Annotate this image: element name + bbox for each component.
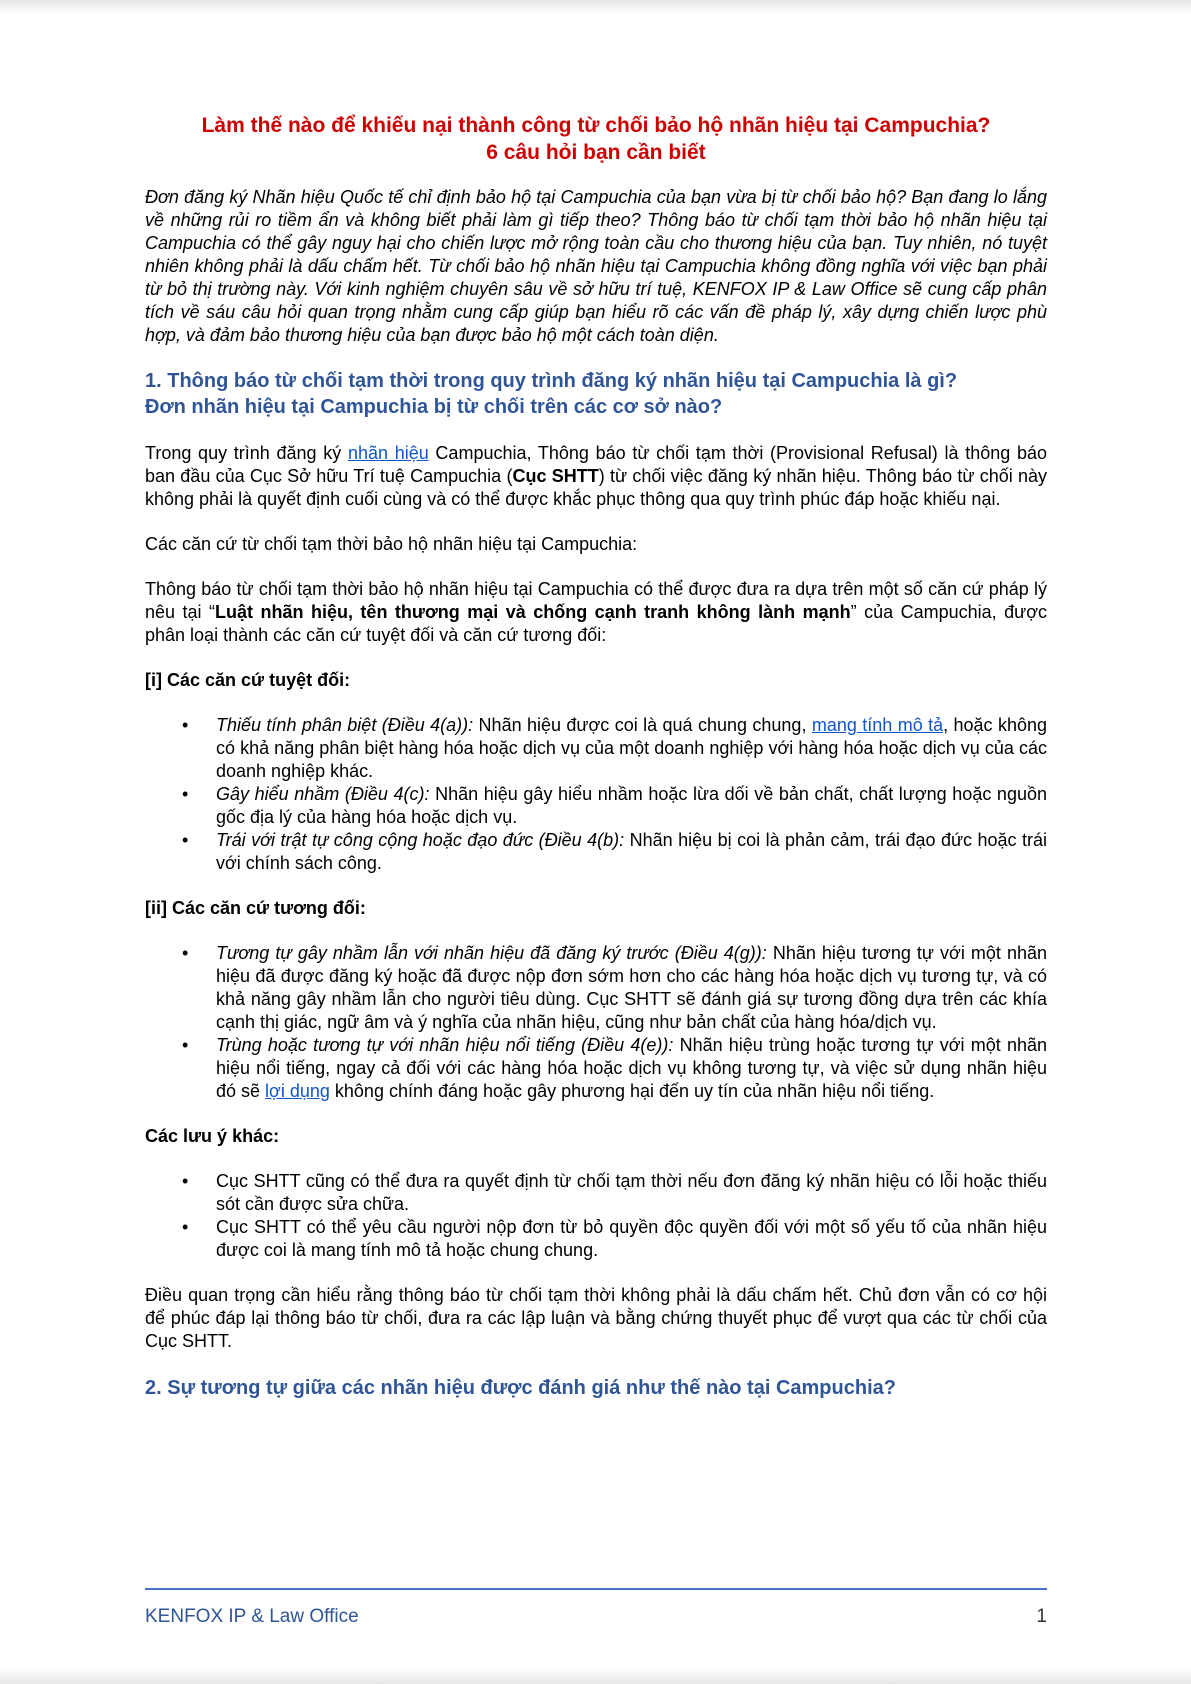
bullet: • <box>182 784 189 804</box>
list-item <box>145 1170 1047 1216</box>
footer-company: KENFOX IP & Law Office <box>145 1606 359 1627</box>
list-item <box>145 714 1047 783</box>
paragraph-grounds-intro: Các căn cứ từ chối tạm thời bảo hộ nhãn hiệu tại Campuchia: <box>145 534 638 554</box>
list-item <box>145 783 1047 829</box>
list-item <box>145 1034 1047 1103</box>
ground-title: Tương tự gây nhầm lẫn với nhãn hiệu đã đăng ký trước (Điều 4(g)): <box>216 943 767 963</box>
document-body <box>145 112 1047 1401</box>
footer-divider <box>145 1588 1047 1590</box>
text-segment: Nhãn hiệu tương tự với một nhãn hiệu đã được đăng ký hoặc đã được nộp đơn sớm hơn cho các hàng hóa hoặc dịch vụ tương tự, và có khả năng gây nhầm lẫn cho người tiêu dùng. Cục SHTT sẽ đánh giá sự tương đồng dựa trên các khía cạnh thị giác, ngữ âm và ý nghĩa của nhãn hiệu, cũng như bản chất của hàng hóa/dịch vụ. <box>216 943 1047 1032</box>
ground-title: Trái với trật tự công cộng hoặc đạo đức (Điều 4(b): <box>216 830 625 850</box>
list-item <box>145 942 1047 1034</box>
relative-grounds-list <box>145 942 1047 1103</box>
other-notes-list <box>145 1170 1047 1262</box>
ground-title: Trùng hoặc tương tự với nhãn hiệu nổi tiếng (Điều 4(e)): <box>216 1035 674 1055</box>
ground-title: Thiếu tính phân biệt (Điều 4(a)): <box>216 715 474 735</box>
absolute-grounds-heading: [i] Các căn cứ tuyệt đối: <box>145 670 351 690</box>
other-notes-heading: Các lưu ý khác: <box>145 1126 280 1146</box>
link-nhan-hieu[interactable]: nhãn hiệu <box>347 443 429 463</box>
list-item <box>145 1216 1047 1262</box>
bullet: • <box>182 1035 189 1055</box>
text-segment: Campuchia, Thông báo từ chối tạm thời (Provisional Refusal) là thông báo ban đầu của Cục Sở hữu Trí tuệ Campuchia ( <box>145 443 1047 486</box>
text-segment: Nhãn hiệu gây hiểu nhầm hoặc lừa dối về bản chất, chất lượng hoặc nguồn gốc địa lý của hàng hóa hoặc dịch vụ. <box>216 784 1047 827</box>
text-segment: ” của Campuchia, được phân loại thành các căn cứ tuyệt đối và căn cứ tương đối: <box>145 602 1047 645</box>
bullet: • <box>182 943 189 963</box>
ground-title: Gây hiểu nhầm (Điều 4(c): <box>216 784 430 804</box>
text-segment: Trong quy trình đăng ký <box>145 443 348 463</box>
bold-term: Cục SHTT <box>512 466 599 486</box>
page-top-shadow <box>0 0 1191 14</box>
link-mang-tinh-mo-ta[interactable]: mang tính mô tả <box>811 715 944 735</box>
paragraph-legal-basis <box>145 578 1047 647</box>
text-segment: Cục SHTT có thể yêu cầu người nộp đơn từ bỏ quyền độc quyền đối với một số yếu tố của nhãn hiệu được coi là mang tính mô tả hoặc chung chung. <box>216 1217 1047 1260</box>
bullet: • <box>182 1171 189 1191</box>
page-number: 1 <box>1036 1606 1047 1627</box>
text-segment: Cục SHTT cũng có thể đưa ra quyết định từ chối tạm thời nếu đơn đăng ký nhãn hiệu có lỗi hoặc thiếu sót cần được sửa chữa. <box>216 1171 1047 1214</box>
text-segment: không chính đáng hoặc gây phương hại đến uy tín của nhãn hiệu nổi tiếng. <box>329 1081 935 1101</box>
section-1-heading-line-1: 1. Thông báo từ chối tạm thời trong quy trình đăng ký nhãn hiệu tại Campuchia là gì? <box>145 370 958 392</box>
link-loi-dung[interactable]: lợi dụng <box>265 1081 330 1101</box>
absolute-grounds-list <box>145 714 1047 875</box>
intro-paragraph: Đơn đăng ký Nhãn hiệu Quốc tế chỉ định bảo hộ tại Campuchia của bạn vừa bị từ chối bảo hộ? Bạn đang lo lắng về những rủi ro tiềm ẩn và không biết phải làm gì tiếp theo? Thông báo từ chối tạm thời bảo hộ nhãn hiệu tại Campuchia có thể gây nguy hại cho chiến lược mở rộng toàn cầu cho thương hiệu của bạn. Tuy nhiên, nó tuyệt nhiên không phải là dấu chấm hết. Từ chối bảo hộ nhãn hiệu tại Campuchia không đồng nghĩa với việc bạn phải từ bỏ thị trường này. Với kinh nghiệm chuyên sâu về sở hữu trí tuệ, KENFOX IP & Law Office sẽ cung cấp phân tích về sáu câu hỏi quan trọng nhằm cung cấp giúp bạn hiểu rõ các vấn đề pháp lý, xây dựng chiến lược phù hợp, và đảm bảo thương hiệu của bạn được bảo hộ một cách toàn diện. <box>145 187 1047 345</box>
text-segment: Nhãn hiệu bị coi là phản cảm, trái đạo đức hoặc trái với chính sách công. <box>216 830 1047 873</box>
relative-grounds-heading: [ii] Các căn cứ tương đối: <box>145 898 366 918</box>
text-segment: Nhãn hiệu trùng hoặc tương tự với một nhãn hiệu nổi tiếng, ngay cả đối với các hàng hóa hoặc dịch vụ không tương tự, và việc sử dụng nhãn hiệu đó sẽ <box>216 1035 1047 1101</box>
law-name: Luật nhãn hiệu, tên thương mại và chống cạnh tranh không lành mạnh <box>215 602 851 622</box>
title-line-1: Làm thế nào để khiếu nại thành công từ chối bảo hộ nhãn hiệu tại Campuchia? <box>201 114 991 137</box>
paragraph-definition <box>145 442 1047 511</box>
list-item <box>145 829 1047 875</box>
closing-paragraph: Điều quan trọng cần hiểu rằng thông báo từ chối tạm thời không phải là dấu chấm hết. Chủ đơn vẫn có cơ hội để phúc đáp lại thông báo từ chối, đưa ra các lập luận và bằng chứng thuyết phục để vượt qua các từ chối của Cục SHTT. <box>145 1285 1047 1351</box>
section-1-heading-line-2: Đơn nhãn hiệu tại Campuchia bị từ chối trên các cơ sở nào? <box>145 396 723 418</box>
text-segment: , hoặc không có khả năng phân biệt hàng hóa hoặc dịch vụ của một doanh nghiệp với hàng hóa hoặc dịch vụ của các doanh nghiệp khác. <box>216 715 1048 781</box>
bullet: • <box>182 830 189 850</box>
text-segment: ) từ chối việc đăng ký nhãn hiệu. Thông báo từ chối này không phải là quyết định cuối cùng và có thể được khắc phục thông qua quy trình phúc đáp hoặc khiếu nại. <box>145 466 1048 509</box>
page-bottom-shadow <box>0 1668 1191 1684</box>
title-line-2: 6 câu hỏi bạn cần biết <box>486 141 706 164</box>
text-segment: Nhãn hiệu được coi là quá chung chung, <box>473 715 812 735</box>
bullet: • <box>182 715 189 735</box>
text-segment: Thông báo từ chối tạm thời bảo hộ nhãn hiệu tại Campuchia có thể được đưa ra dựa trên một số căn cứ pháp lý nêu tại “ <box>145 579 1047 622</box>
document-title <box>145 112 1047 166</box>
bullet: • <box>182 1217 189 1237</box>
section-2-heading: 2. Sự tương tự giữa các nhãn hiệu được đánh giá như thế nào tại Campuchia? <box>145 1377 896 1399</box>
section-1-heading <box>145 368 1047 420</box>
